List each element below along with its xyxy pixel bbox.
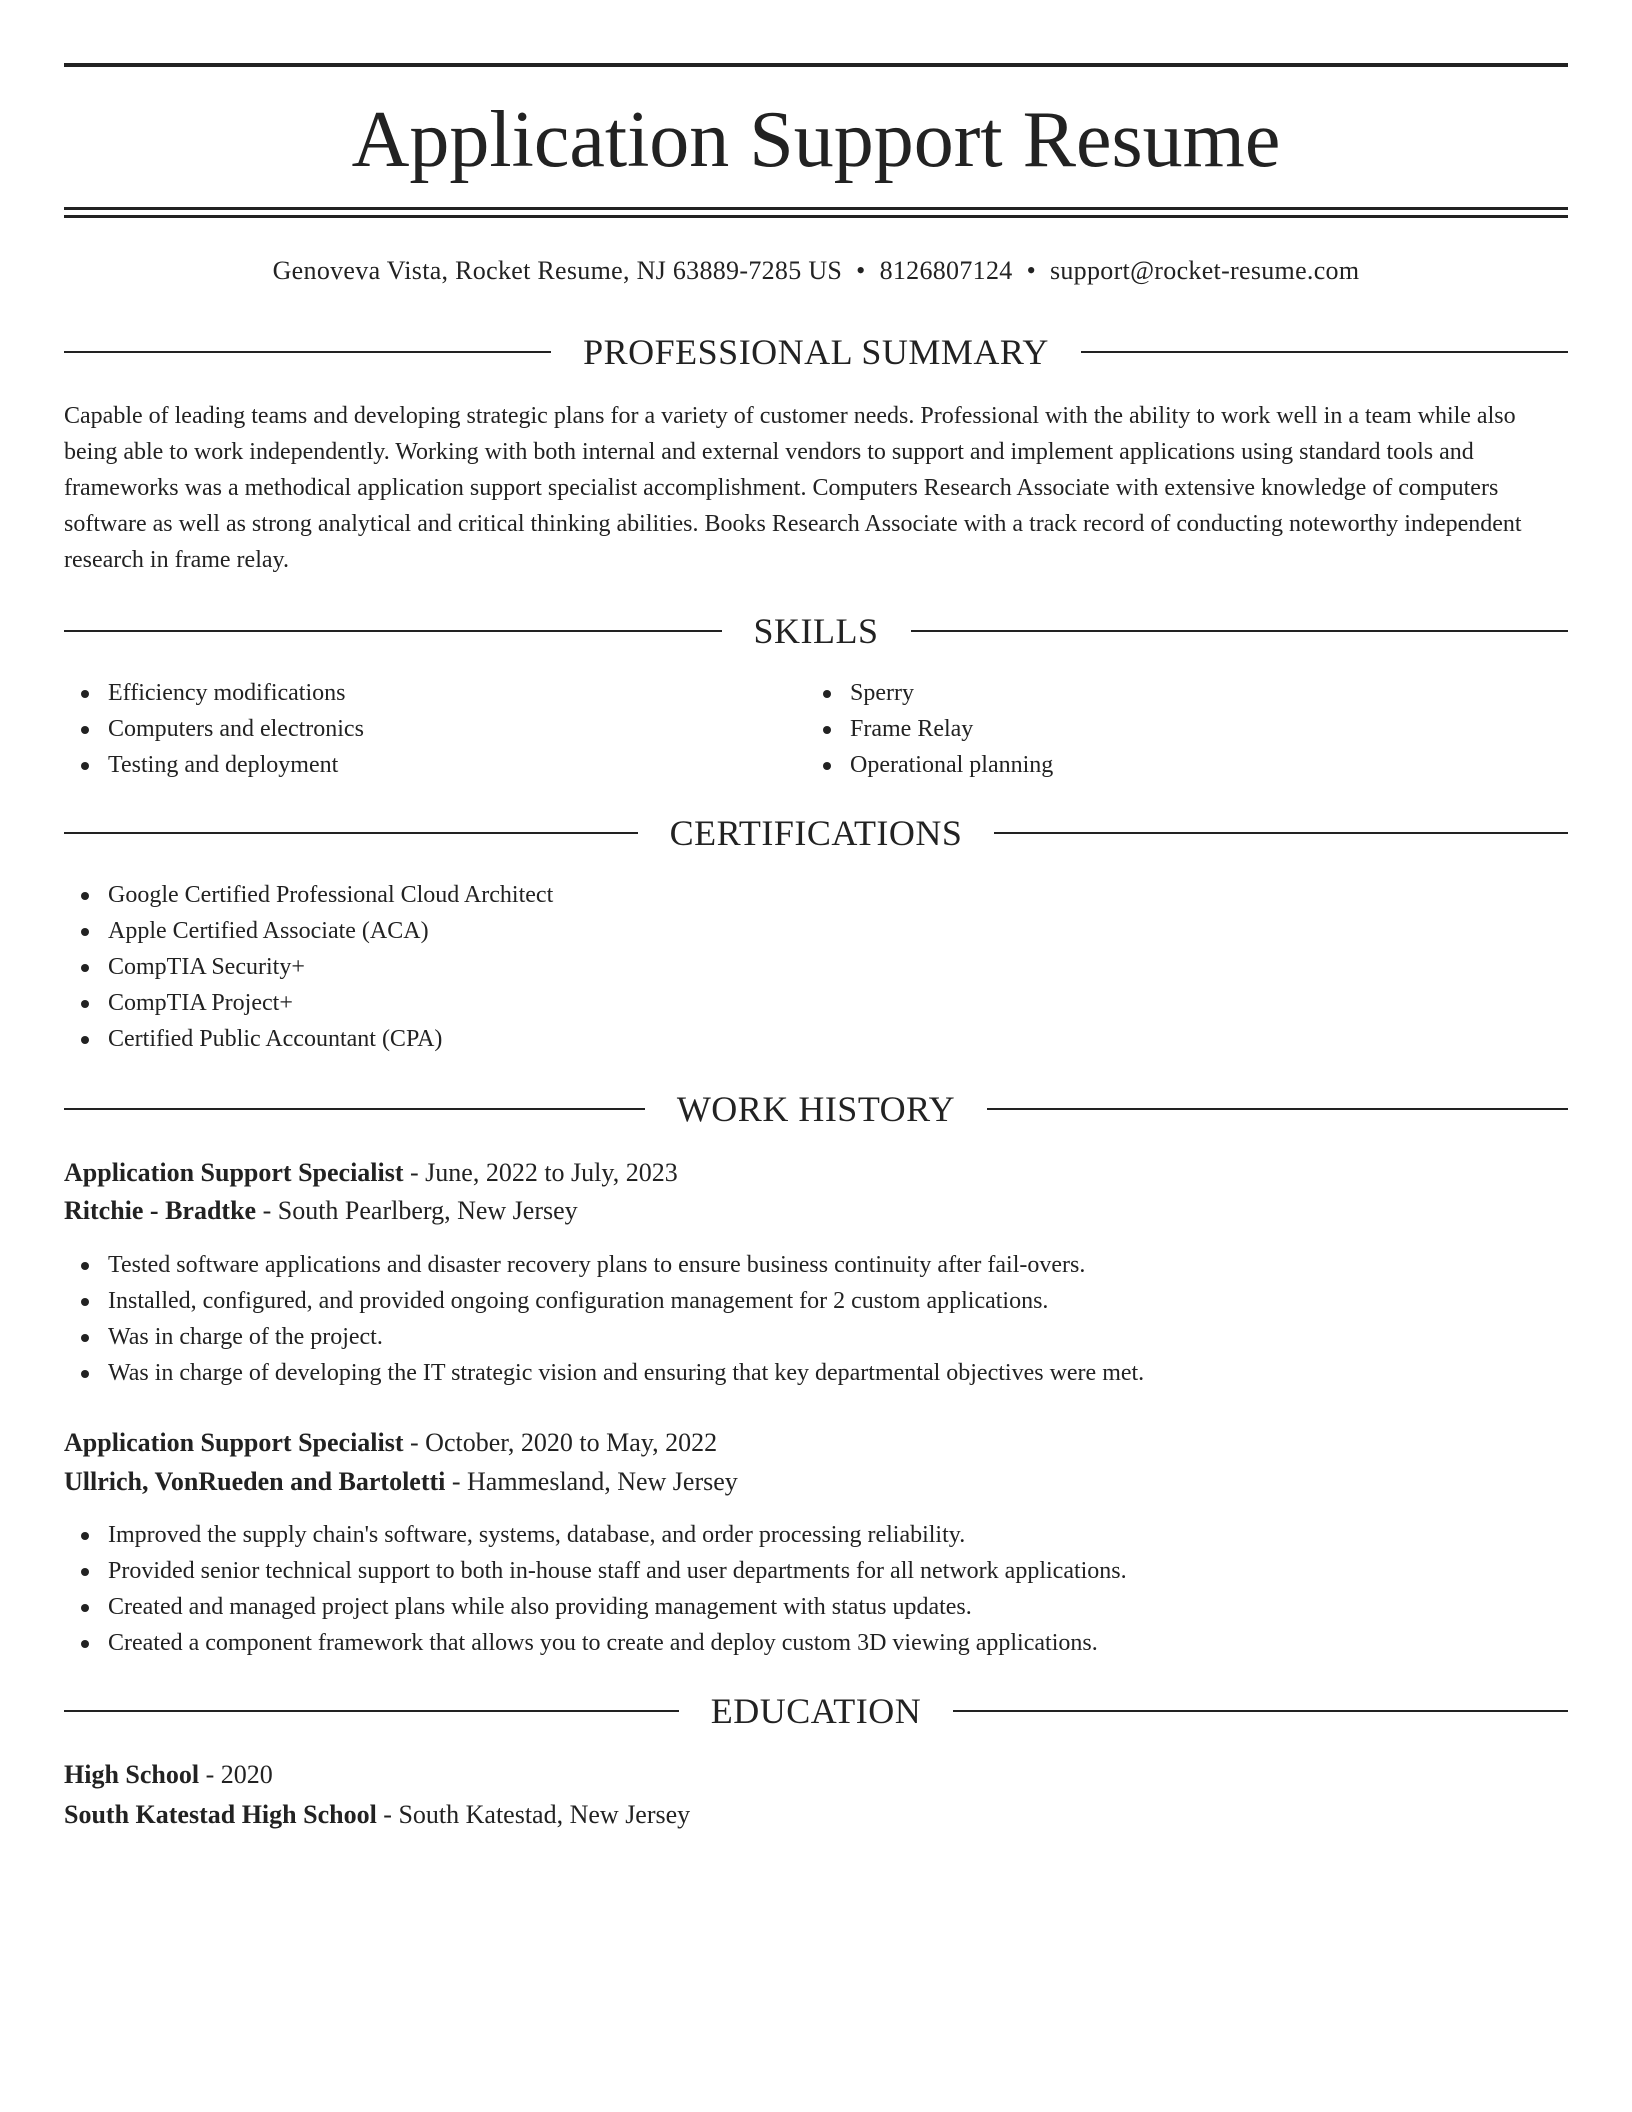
education-degree-line: [64, 1757, 273, 1793]
contact-address: Genoveva Vista, Rocket Resume, NJ 63889-7285 US: [272, 256, 843, 285]
education-school: South Katestad High School: [64, 1800, 377, 1829]
section-rule: [953, 1710, 1568, 1712]
section-rule: [994, 832, 1568, 834]
title-rule-upper: [64, 207, 1568, 210]
contact-email: support@rocket-resume.com: [1049, 256, 1360, 285]
certification-item: Google Certified Professional Cloud Architect: [64, 877, 1264, 913]
skill-item: Computers and electronics: [64, 711, 764, 747]
responsibility-item: Was in charge of developing the IT strategic vision and ensuring that key departmental objectives were met.: [64, 1355, 1464, 1391]
skills-list-left: [64, 675, 764, 783]
certification-item: CompTIA Project+: [64, 985, 1264, 1021]
contact-line: [64, 254, 1568, 288]
section-rule: [911, 630, 1569, 632]
summary-text: Capable of leading teams and developing strategic plans for a variety of customer needs. Professional with the ability to work well in a team while also being able to work independently. Working with both internal and external vendors to support and implement applications using standard tools and frameworks was a methodical application support specialist accomplishment. Computers Research Associate with extensive knowledge of computers software as well as strong analytical and critical thinking abilities. Books Research Associate with a track record of conducting noteworthy independent research in frame relay.: [64, 403, 1522, 573]
page-title: Application Support Resume: [351, 96, 1281, 184]
education-location: - South Katestad, New Jersey: [376, 1800, 691, 1829]
certification-item: Apple Certified Associate (ACA): [64, 913, 1264, 949]
section-rule: [64, 1108, 645, 1110]
top-rule: [64, 63, 1568, 67]
job-company: Ritchie - Bradtke: [64, 1196, 257, 1225]
skill-item: Testing and deployment: [64, 747, 764, 783]
contact-phone: 8126807124: [879, 256, 1013, 285]
section-title: PROFESSIONAL SUMMARY: [583, 332, 1049, 372]
certification-item: Certified Public Accountant (CPA): [64, 1021, 1264, 1057]
section-rule: [1081, 351, 1568, 353]
education-degree: High School: [64, 1760, 200, 1789]
certifications-list: [64, 877, 1264, 1057]
contact-separator: •: [856, 256, 866, 285]
section-title: SKILLS: [753, 611, 879, 651]
job-title-line: [64, 1425, 717, 1461]
job-company-line: [64, 1464, 738, 1500]
title-rule-lower: [64, 215, 1568, 218]
job-location: - Hammesland, New Jersey: [445, 1467, 738, 1496]
section-header-summary: [64, 330, 1568, 374]
job-location: - South Pearlberg, New Jersey: [256, 1196, 578, 1225]
certification-item: CompTIA Security+: [64, 949, 1264, 985]
job-title-line: [64, 1155, 678, 1191]
education-school-line: [64, 1797, 690, 1833]
job-title: Application Support Specialist: [64, 1428, 404, 1457]
job-dates: - June, 2022 to July, 2023: [403, 1158, 678, 1187]
section-title: WORK HISTORY: [676, 1089, 956, 1129]
responsibility-item: Created a component framework that allows you to create and deploy custom 3D viewing applications.: [64, 1625, 1464, 1661]
job-responsibilities: [64, 1517, 1464, 1661]
section-header-skills: [64, 609, 1568, 653]
section-title: EDUCATION: [710, 1691, 922, 1731]
education-year: - 2020: [199, 1760, 273, 1789]
responsibility-item: Installed, configured, and provided ongoing configuration management for 2 custom applications.: [64, 1283, 1464, 1319]
skills-list-right: [806, 675, 1506, 783]
section-rule: [64, 630, 722, 632]
skill-item: Operational planning: [806, 747, 1506, 783]
job-dates: - October, 2020 to May, 2022: [403, 1428, 718, 1457]
skill-item: Sperry: [806, 675, 1506, 711]
skill-item: Frame Relay: [806, 711, 1506, 747]
job-company: Ullrich, VonRueden and Bartoletti: [64, 1467, 446, 1496]
job-responsibilities: [64, 1247, 1464, 1391]
section-header-certifications: [64, 811, 1568, 855]
section-rule: [64, 832, 638, 834]
responsibility-item: Was in charge of the project.: [64, 1319, 1464, 1355]
job-title: Application Support Specialist: [64, 1158, 404, 1187]
contact-separator: •: [1026, 256, 1036, 285]
section-header-work-history: [64, 1087, 1568, 1131]
section-title: CERTIFICATIONS: [669, 813, 963, 853]
job-company-line: [64, 1193, 578, 1229]
responsibility-item: Created and managed project plans while also providing management with status updates.: [64, 1589, 1464, 1625]
responsibility-item: Improved the supply chain's software, systems, database, and order processing reliability.: [64, 1517, 1464, 1553]
section-rule: [987, 1108, 1568, 1110]
section-rule: [64, 1710, 679, 1712]
section-rule: [64, 351, 551, 353]
section-header-education: [64, 1689, 1568, 1733]
responsibility-item: Provided senior technical support to both in-house staff and user departments for all network applications.: [64, 1553, 1464, 1589]
skill-item: Efficiency modifications: [64, 675, 764, 711]
responsibility-item: Tested software applications and disaster recovery plans to ensure business continuity after fail-overs.: [64, 1247, 1464, 1283]
